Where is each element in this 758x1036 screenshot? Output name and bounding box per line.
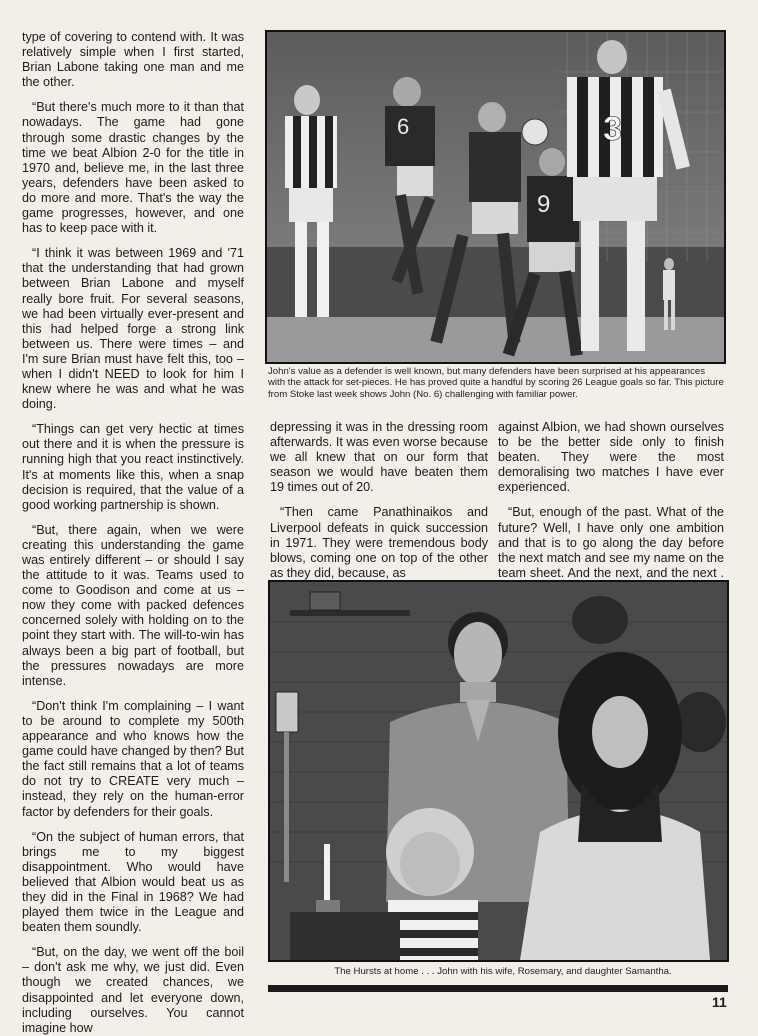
article-middle-column <box>270 420 488 581</box>
article-paragraph: type of covering to contend with. It was relatively simple when I first started, Brian Labone taking one man and me the other. <box>22 30 244 90</box>
match-action-illustration <box>267 32 724 362</box>
article-paragraph: “But, there again, when we were creating this understanding the game was entirely different – or should I say the attitude to it was. Teams used to come to Goodison and come at us – now they come with packed defences concerned solely with holding on to the point they start with. The will-to-win has always been a big part of football, but the pressures nowadays are more intense. <box>22 522 244 688</box>
article-paragraph: “But, on the day, we went off the boil – don't ask me why, we just did. Even though we created chances, we disappointed and let everyone down, including ourselves. You cannot imagine how <box>22 945 244 1035</box>
article-paragraph: “Then came Panathinaikos and Liverpool defeats in quick succession in 1971. They were tremendous body blows, coming one on top of the other as they did, because, as <box>270 505 488 580</box>
article-right-column <box>498 420 724 596</box>
shirt-number: 3 <box>603 110 622 148</box>
article-paragraph: “Don't think I'm complaining – I want to be around to complete my 500th appearance and who knows how the game could have changed by then? But the fact still remains that a lot of teams do not try to CREATE very much – instead, they rely on the human-error factor by defenders for their goals. <box>22 698 244 819</box>
match-action-photo <box>265 30 726 364</box>
family-photo <box>268 580 729 962</box>
article-paragraph: “On the subject of human errors, that brings me to my biggest disappointment. Who would have believed that Albion would beat us as they did in the Final in 1968? We had played them twice in the League and beaten them soundly. <box>22 829 244 935</box>
family-illustration <box>270 582 727 960</box>
article-paragraph: “But there's much more to it than that nowadays. The game had gone through some drastic changes by the time we beat Albion 2-0 for the title in 1970 and, believe me, in the last three years, defenders have been asked to do more and more. That's the way the game progresses, however, and one has to keep pace with it. <box>22 100 244 236</box>
article-paragraph: against Albion, we had shown ourselves to be the better side only to finish beaten. They were the most demoralising two matches I have ever experienced. <box>498 420 724 495</box>
match-photo-caption: John's value as a defender is well known, but many defenders have been surprised at his appearances with the attack for set-pieces. He has proved quite a handful by scoring 26 League goals so far. This picture from Stoke last week shows John (No. 6) challenging with familiar power. <box>268 366 724 400</box>
family-photo-caption: The Hursts at home . . . John with his wife, Rosemary, and daughter Samantha. <box>334 966 672 977</box>
article-left-column <box>22 30 244 1036</box>
article-paragraph: “I think it was between 1969 and '71 that the understanding that had grown between Brian Labone and myself really bore fruit. For several seasons, we had been virtually ever-present and this had helped forge a strong link between us. There were times – and I'm sure Brian must have felt this, too – when I didn't NEED to look for him I knew where he was and what he was doing. <box>22 246 244 412</box>
page-number: 11 <box>712 994 727 1010</box>
article-paragraph: “But, enough of the past. What of the future? Well, I have only one ambition and that is to go along the day before the next match and see my name on the team sheet. And the next, and the next . <box>498 505 724 580</box>
article-paragraph: depressing it was in the dressing room afterwards. It was even worse because we all knew that on our form that season we would have beaten them 19 times out of 20. <box>270 420 488 495</box>
footer-rule <box>268 985 728 992</box>
shirt-number: 9 <box>537 191 551 218</box>
article-paragraph: “Things can get very hectic at times out there and it is when the pressure is running high that you react instinctively. It's at moments like this, when a snap decision is required, that the value of a good working partnership is shown. <box>22 422 244 512</box>
shirt-number: 6 <box>397 114 410 139</box>
